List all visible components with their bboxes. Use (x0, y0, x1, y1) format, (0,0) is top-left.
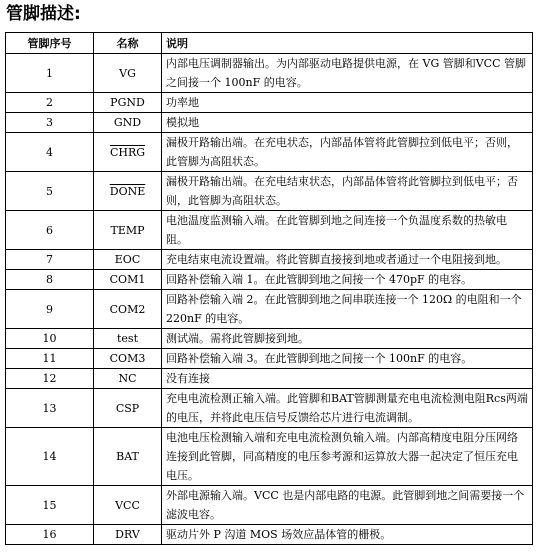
table-row (6, 349, 533, 369)
table-row (6, 54, 533, 93)
pin-name-cell (94, 329, 162, 349)
pin-name-cell (94, 113, 162, 133)
pin-description-cell: 电池电压检测输入端和充电电流检测负输入端。内部高精度电阻分压网络连接到此管脚，同高精度的电压参考源和运算放大器一起决定了恒压充电电压。 (162, 428, 533, 486)
pin-name-cell (94, 389, 162, 428)
pin-number-cell: 16 (6, 525, 94, 545)
pin-description-cell: 漏极开路输出端。在充电结束状态，内部晶体管将此管脚拉到低电平；否则，此管脚为高阻状态。 (162, 172, 533, 211)
table-row (6, 172, 533, 211)
pin-number-cell: 3 (6, 113, 94, 133)
pin-number-cell: 14 (6, 428, 94, 486)
pin-number-cell: 7 (6, 250, 94, 270)
pin-name-cell (94, 54, 162, 93)
pin-name: EOC (114, 253, 141, 266)
header-description: 说明 (162, 33, 533, 54)
table-row (6, 211, 533, 250)
pin-name: COM2 (109, 302, 146, 316)
table-row (6, 250, 533, 270)
pin-name: TEMP (110, 223, 145, 237)
pin-name-cell (94, 428, 162, 486)
pin-description-cell: 外部电源输入端。VCC 也是内部电路的电源。此管脚到地之间需要接一个滤波电容。 (162, 486, 533, 525)
pin-number-cell: 9 (6, 290, 94, 329)
pin-name: VCC (115, 498, 140, 512)
table-row (6, 290, 533, 329)
header-name: 名称 (94, 33, 162, 54)
pin-description-cell: 功率地 (162, 93, 533, 113)
pin-name: VG (119, 66, 136, 80)
table-row (6, 93, 533, 113)
pin-number-cell: 12 (6, 369, 94, 389)
pin-name: test (117, 332, 138, 345)
pin-name: CHRG (109, 145, 146, 159)
pin-number-cell: 10 (6, 329, 94, 349)
pin-description-cell: 驱动片外 P 沟道 MOS 场效应晶体管的栅极。 (162, 525, 533, 545)
pin-description-cell: 测试端。需将此管脚接到地。 (162, 329, 533, 349)
pin-number-cell: 2 (6, 93, 94, 113)
pin-description-cell: 回路补偿输入端 2。在此管脚到地之间串联连接一个 120Ω 的电阻和一个 220nF 的电容。 (162, 290, 533, 329)
pin-name: COM1 (109, 273, 146, 286)
pin-name-cell (94, 486, 162, 525)
pin-name-cell (94, 250, 162, 270)
pin-name: DRV (115, 528, 140, 541)
section-title: 管脚描述: (6, 4, 81, 24)
pin-name: COM3 (109, 352, 146, 365)
pin-description-cell: 模拟地 (162, 113, 533, 133)
table-row (6, 428, 533, 486)
pin-name-cell (94, 270, 162, 290)
pin-number-cell: 5 (6, 172, 94, 211)
pin-name-cell (94, 369, 162, 389)
pin-description-table (5, 32, 533, 545)
table-row (6, 133, 533, 172)
pin-name-cell (94, 290, 162, 329)
pin-number-cell: 8 (6, 270, 94, 290)
table-row (6, 369, 533, 389)
pin-name: DONE (109, 184, 146, 198)
table-row (6, 486, 533, 525)
pin-name: BAT (116, 450, 139, 463)
table-header-row (6, 33, 533, 54)
pin-name: PGND (110, 96, 145, 109)
pin-name-cell (94, 349, 162, 369)
pin-description-cell: 充电结束电流设置端。将此管脚直接接到地或者通过一个电阻接到地。 (162, 250, 533, 270)
header-pin-number: 管脚序号 (6, 33, 94, 54)
pin-number-cell: 6 (6, 211, 94, 250)
table-body (6, 54, 533, 545)
table-row (6, 329, 533, 349)
pin-description-cell: 没有连接 (162, 369, 533, 389)
pin-description-cell: 电池温度监测输入端。在此管脚到地之间连接一个负温度系数的热敏电阻。 (162, 211, 533, 250)
pin-description-cell: 回路补偿输入端 3。在此管脚到地之间接一个 100nF 的电容。 (162, 349, 533, 369)
pin-description-cell: 充电电流检测正输入端。此管脚和BAT管脚测量充电电流检测电阻Rcs两端的电压，并将此电压信号反馈给芯片进行电流调制。 (162, 389, 533, 428)
table-row (6, 270, 533, 290)
pin-number-cell: 1 (6, 54, 94, 93)
pin-description-cell: 内部电压调制器输出。为内部驱动电路提供电源，在 VG 管脚和VCC 管脚之间接一个 100nF 的电容。 (162, 54, 533, 93)
pin-number-cell: 13 (6, 389, 94, 428)
pin-name: CSP (115, 401, 140, 415)
pin-number-cell: 15 (6, 486, 94, 525)
pin-description-cell: 漏极开路输出端。在充电状态，内部晶体管将此管脚拉到低电平；否则，此管脚为高阻状态。 (162, 133, 533, 172)
pin-name: GND (113, 116, 142, 129)
pin-name-cell (94, 133, 162, 172)
pin-number-cell: 11 (6, 349, 94, 369)
table-row (6, 113, 533, 133)
pin-name-cell (94, 172, 162, 211)
table-row (6, 525, 533, 545)
table-row (6, 389, 533, 428)
pin-name-cell (94, 211, 162, 250)
pin-name-cell (94, 93, 162, 113)
pin-number-cell: 4 (6, 133, 94, 172)
pin-name-cell (94, 525, 162, 545)
pin-name: NC (118, 372, 137, 385)
pin-description-cell: 回路补偿输入端 1。在此管脚到地之间接一个 470pF 的电容。 (162, 270, 533, 290)
